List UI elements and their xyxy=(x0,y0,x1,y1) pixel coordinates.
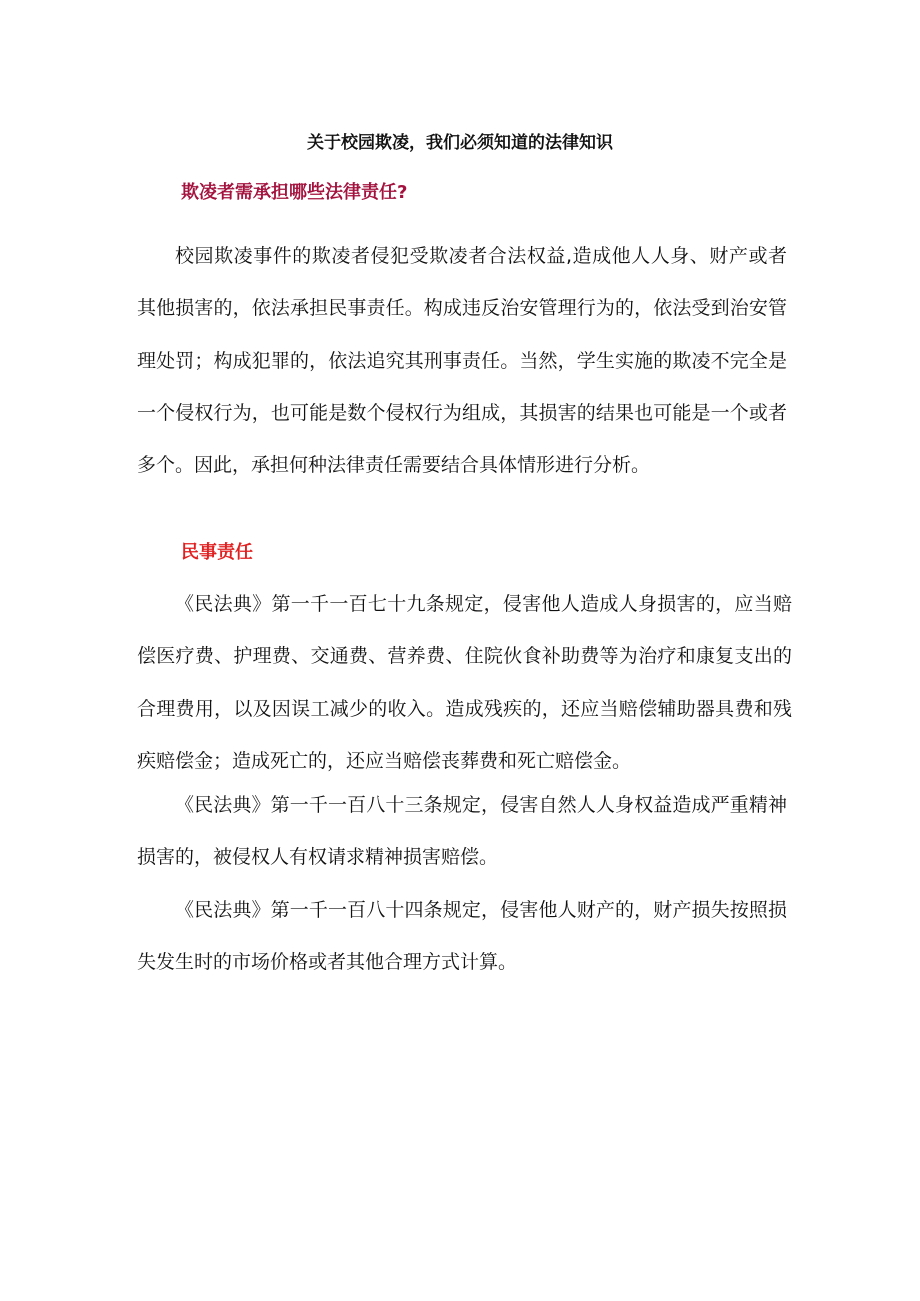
article-1179-paragraph: 《民法典》第一千一百七十九条规定，侵害他人造成人身损害的，应当赔偿医疗费、护理费、交通费、营养费、住院伙食补助费等为治疗和康复支出的合理费用，以及因误工减少的收入。造成残疾的，还应当赔偿辅助器具费和残疾赔偿金；造成死亡的，还应当赔偿丧葬费和死亡赔偿金。 xyxy=(137,593,792,772)
article-1183-paragraph: 《民法典》第一千一百八十三条规定，侵害自然人人身权益造成严重精神损害的，被侵权人有权请求精神损害赔偿。 xyxy=(137,794,787,869)
section-heading-legal-liability: 欺凌者需承担哪些法律责任? xyxy=(181,182,408,203)
subsection-heading-civil-liability: 民事责任 xyxy=(181,542,253,563)
article-1184-paragraph: 《民法典》第一千一百八十四条规定，侵害他人财产的，财产损失按照损失发生时的市场价格或者其他合理方式计算。 xyxy=(137,899,787,974)
document-title: 关于校园欺凌，我们必须知道的法律知识 xyxy=(307,133,613,153)
intro-paragraph: 校园欺凌事件的欺凌者侵犯受欺凌者合法权益,造成他人人身、财产或者其他损害的，依法承担民事责任。构成违反治安管理行为的，依法受到治安管理处罚；构成犯罪的，依法追究其刑事责任。当然，学生实施的欺凌不完全是一个侵权行为，也可能是数个侵权行为组成，其损害的结果也可能是一个或者多个。因此，承担何种法律责任需要结合具体情形进行分析。 xyxy=(137,245,787,477)
